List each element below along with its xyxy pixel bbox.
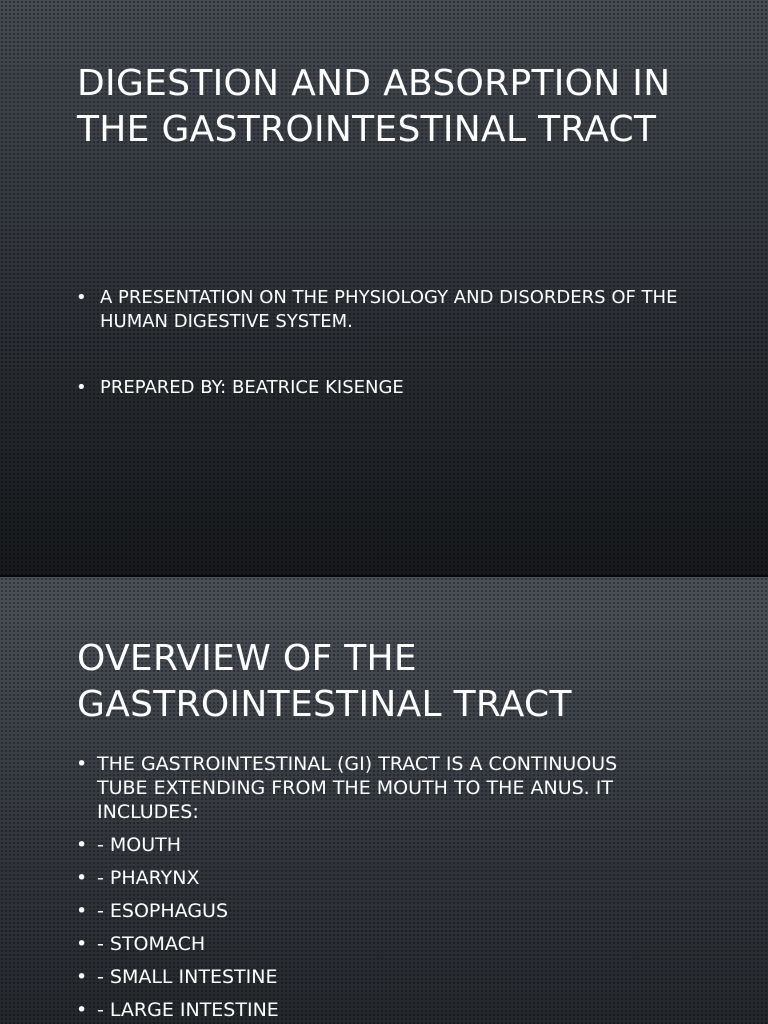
slide-2 <box>0 577 768 1024</box>
bullet-item: • PREPARED BY: BEATRICE KISENGE <box>76 376 686 400</box>
bullet-item: • - LARGE INTESTINE <box>76 998 666 1022</box>
bullet-item: • A PRESENTATION ON THE PHYSIOLOGY AND DISORDERS OF THE HUMAN DIGESTIVE SYSTEM. <box>76 286 686 334</box>
bullet-item: • - SMALL INTESTINE <box>76 965 666 989</box>
bullet-item: • - MOUTH <box>76 833 666 857</box>
slide-title: DIGESTION AND ABSORPTION IN THE GASTROINTESTINAL TRACT <box>77 63 671 150</box>
bullet-item: • THE GASTROINTESTINAL (GI) TRACT IS A CONTINUOUS TUBE EXTENDING FROM THE MOUTH TO THE ANUS. IT INCLUDES: <box>76 752 666 824</box>
bullet-list <box>76 752 666 1024</box>
bullet-list <box>76 286 686 442</box>
bullet-item: • - ESOPHAGUS <box>76 899 666 923</box>
slide-title: OVERVIEW OF THE GASTROINTESTINAL TRACT <box>77 638 572 725</box>
bullet-item: • - STOMACH <box>76 932 666 956</box>
bullet-item: • - PHARYNX <box>76 866 666 890</box>
